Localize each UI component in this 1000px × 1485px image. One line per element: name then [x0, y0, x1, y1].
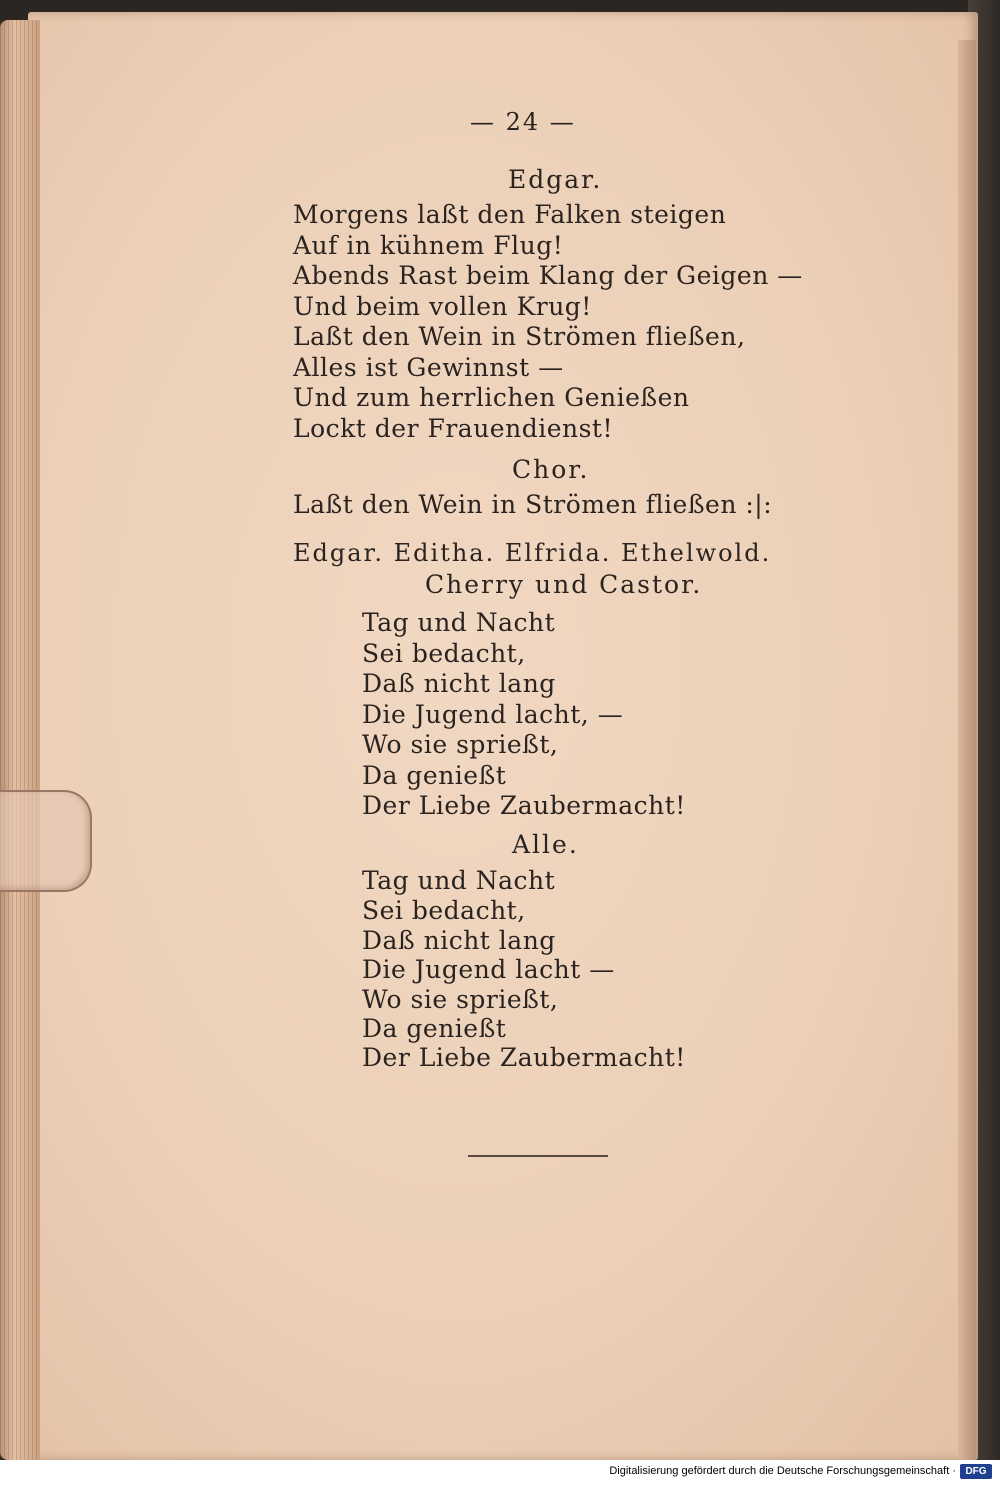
verse-line: Die Jugend lacht, — [362, 700, 624, 729]
verse-line: Auf in kühnem Flug! [293, 231, 564, 260]
speaker-heading-edgar: Edgar. [508, 165, 603, 194]
verse-line: Laßt den Wein in Strömen fließen, [293, 322, 746, 351]
verse-line: Wo sie sprießt, [362, 985, 559, 1014]
dfg-logo: DFG [960, 1464, 992, 1479]
page-stack-edge [0, 20, 40, 1460]
verse-line: Tag und Nacht [362, 608, 556, 637]
verse-line: Der Liebe Zaubermacht! [362, 791, 686, 820]
verse-line: Alles ist Gewinnst — [293, 353, 564, 382]
verse-line: Da genießt [362, 1014, 507, 1043]
verse-line: Daß nicht lang [362, 926, 556, 955]
verse-line: Abends Rast beim Klang der Geigen — [293, 261, 803, 290]
verse-line: Wo sie sprießt, [362, 730, 559, 759]
speaker-heading-group: Edgar. Editha. Elfrida. Ethelwold. [293, 539, 772, 567]
verse-line: Da genießt [362, 761, 507, 790]
verse-line: Lockt der Frauendienst! [293, 414, 614, 443]
verse-line: Daß nicht lang [362, 669, 556, 698]
verse-line: Laßt den Wein in Strömen fließen :|: [293, 490, 773, 519]
speaker-heading-group: Cherry und Castor. [425, 570, 703, 599]
verse-line: Und beim vollen Krug! [293, 292, 592, 321]
speaker-heading-chor: Chor. [512, 455, 590, 484]
verse-line: Sei bedacht, [362, 896, 526, 925]
verse-line: Und zum herrlichen Genießen [293, 383, 690, 412]
closing-rule [468, 1155, 608, 1157]
page-number: — 24 — [470, 108, 576, 136]
speaker-heading-alle: Alle. [512, 830, 579, 859]
verse-line: Tag und Nacht [362, 866, 556, 895]
page-edge [958, 40, 976, 1460]
funding-credit: Digitalisierung gefördert durch die Deutsche Forschungsgemeinschaft · [609, 1465, 956, 1477]
footer-bar [0, 1460, 1000, 1485]
verse-line: Die Jugend lacht — [362, 955, 615, 984]
verse-line: Morgens laßt den Falken steigen [293, 200, 727, 229]
bookmark-clip [0, 790, 92, 892]
verse-line: Sei bedacht, [362, 639, 526, 668]
verse-line: Der Liebe Zaubermacht! [362, 1043, 686, 1072]
